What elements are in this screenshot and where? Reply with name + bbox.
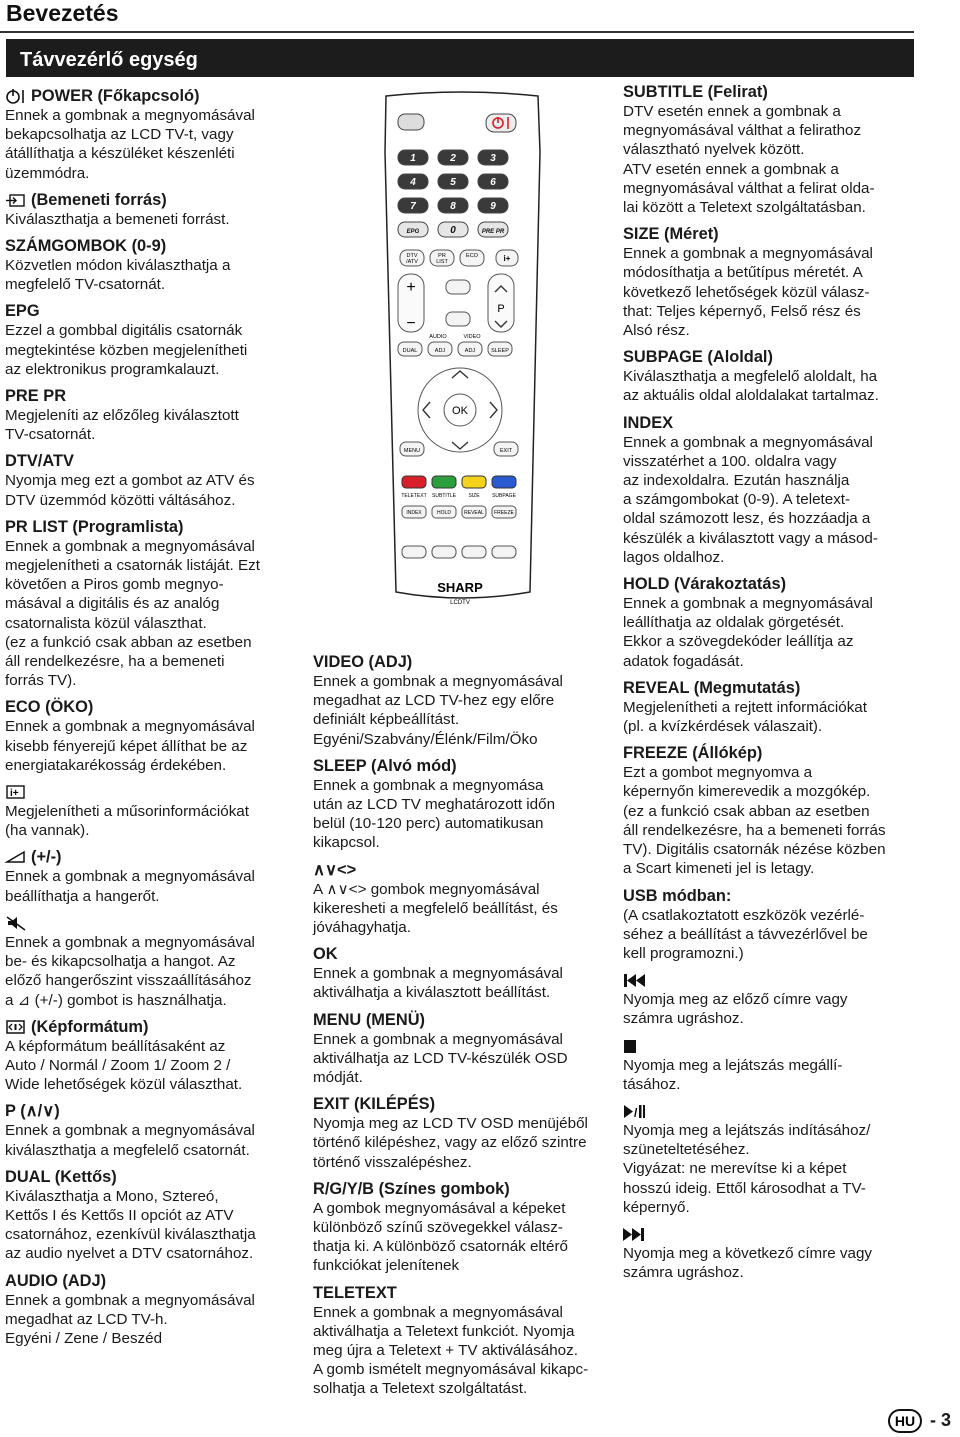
section-volume [5, 847, 305, 905]
section-numbers [5, 236, 305, 294]
section-epg [5, 301, 305, 379]
color-button [402, 476, 426, 488]
section-line: aktiválhatja az LCD TV-készülék OSD [313, 1049, 568, 1067]
section-line: DTV esetén ennek a gombnak a [623, 103, 841, 120]
remote-number-label: 1 [410, 153, 416, 164]
section-line: Kettős I és Kettős II opciót az ATV [5, 1206, 234, 1224]
section-line: Ennek a gombnak a megnyomásával [623, 245, 873, 263]
section-title [5, 190, 305, 210]
section-input [5, 190, 305, 229]
section-line: az aktuális oldal aloldalakat tartalmaz. [623, 387, 879, 405]
section-title [313, 1179, 613, 1199]
section-play [623, 1101, 923, 1217]
section-line: készülék a kiválasztott vagy a másod- [623, 529, 878, 547]
section-line: Ennek a gombnak a megnyomásával [313, 1030, 563, 1048]
section-prlist [5, 517, 305, 691]
section-line: ATV esetén ennek a gombnak a [623, 160, 839, 178]
remote-function-label: ADJ [464, 348, 476, 354]
section-title-text: SZÁMGOMBOK (0-9) [5, 237, 167, 256]
remote-function-label: SLEEP [491, 348, 509, 354]
section-line: üzemmódra. [5, 164, 90, 182]
section-line: módosíthatja a betűtípus méretét. A [623, 264, 863, 282]
section-title-text: EXIT (KILÉPÉS) [313, 1095, 436, 1114]
menu-label: MENU [403, 448, 421, 454]
svg-text:HU: HU [894, 1413, 916, 1429]
remote-number-label: 8 [450, 201, 456, 212]
svg-text:/: / [634, 1105, 638, 1120]
section-line: Megjelenítheti a műsorinformációkat [5, 803, 249, 821]
section-stop [623, 1036, 923, 1094]
section-title [313, 756, 613, 776]
section-line: másával a digitális és az analóg [5, 595, 220, 613]
section-line: lagos oldalhoz. [623, 548, 725, 566]
section-info [5, 782, 305, 840]
section-line: Megjelenítheti a rejtett információkat [623, 698, 867, 716]
video-label: VIDEO [463, 334, 481, 340]
section-line: (A csatlakoztatott eszközök vezérlé- [623, 906, 865, 924]
section-line: áll rendelkezésre, ha a bemeneti forrás [623, 821, 886, 839]
title-rule [0, 31, 914, 33]
section-line: Közvetlen módon kiválaszthatja a [5, 257, 231, 275]
brand-logo: SHARP [437, 580, 483, 595]
section-line: Wide lehetőségek közül választhat. [5, 1076, 243, 1094]
section-line: csatornához, ezenkívül kiválaszthatja [5, 1226, 256, 1244]
teletext-label: REVEAL [464, 510, 484, 516]
section-title-text: FREEZE (Állókép) [623, 744, 763, 763]
section-line: TV). Digitális csatornák nézése közben [623, 841, 886, 859]
section-line: Ennek a gombnak a megnyomásával [313, 673, 563, 690]
section-line: számra ugráshoz. [623, 1264, 744, 1282]
section-line: adatok fogadását. [623, 652, 744, 670]
section-line: Egyéni/Szabvány/Élénk/Film/Öko [313, 730, 538, 748]
section-line: Ekkor a szövegdekóder leállítja az [623, 633, 854, 651]
section-title-text: R/G/Y/B (Színes gombok) [313, 1179, 510, 1198]
section-line: a számgombokat (0-9). A teletext- [623, 491, 851, 509]
section-line: thatja ki. A különböző csatornák eltérő [313, 1238, 568, 1256]
section-title-text: DUAL (Kettős) [5, 1167, 117, 1186]
page-title: Bevezetés [6, 0, 119, 26]
section-title [623, 224, 923, 244]
section-line: hosszú ideig. Ettől károsodhat a TV- [623, 1179, 866, 1197]
section-title [5, 847, 305, 867]
section-line: (ha vannak). [5, 822, 90, 840]
section-line: választható nyelvek között. [623, 141, 805, 159]
section-title [313, 860, 613, 880]
section-line: csatornalista közül választhat. [5, 614, 207, 632]
volume-minus: − [406, 315, 416, 332]
section-title-text: POWER (Főkapcsoló) [31, 87, 200, 105]
section-subtitle [623, 82, 923, 217]
section-title-text: REVEAL (Megmutatás) [623, 678, 801, 697]
section-title [313, 1094, 613, 1114]
section-line: (pl. a kvízkérdések válaszait). [623, 718, 823, 736]
section-aspect [5, 1017, 305, 1095]
audio-label: AUDIO [429, 334, 447, 340]
page-number: - 3 [930, 1410, 952, 1430]
section-line: megnyomásával válthat a felirathoz [623, 122, 862, 140]
section-line: Ennek a gombnak a megnyomásával [5, 718, 255, 736]
section-line: a Scart kimeneti jel is letagy. [623, 860, 815, 878]
section-title-text: MENU (MENÜ) [313, 1010, 425, 1029]
section-line: Ennek a gombnak a megnyomásával [313, 965, 563, 983]
section-line: képernyőn kimerevedik a mozgókép. [623, 783, 871, 801]
column-left [5, 86, 305, 1355]
section-line: solhatja a Teletext szolgáltatást. [313, 1380, 528, 1398]
teletext-label: FREEZE [494, 510, 514, 516]
section-title [623, 743, 923, 763]
section-teletext [313, 1283, 613, 1399]
section-line: (ez a funkció csak abban az esetben [5, 633, 252, 651]
section-line: Alsó rész. [623, 322, 690, 340]
section-line: meg újra a Teletext + TV aktiválásához. [313, 1342, 578, 1360]
section-line: Ennek a gombnak a megnyomásával [623, 595, 873, 613]
section-line: belül (10-120 perc) automatikusan [313, 815, 544, 833]
power-button [486, 114, 516, 132]
column-middle [313, 652, 613, 1406]
section-line: Ennek a gombnak a megnyomásával [5, 537, 255, 555]
section-banner: Távvezérlő egység [6, 39, 914, 77]
color-button [462, 476, 486, 488]
section-line: képernyő. [623, 1198, 690, 1216]
section-index [623, 413, 923, 567]
remote-small-label: DTV [406, 253, 418, 259]
section-audio [5, 1271, 305, 1349]
column-right [623, 82, 923, 1289]
section-line: Ennek a gombnak a megnyomásával [5, 868, 255, 886]
section-title-text: AUDIO (ADJ) [5, 1271, 107, 1290]
section-title-text: TELETEXT [313, 1283, 397, 1302]
section-title-text: P (∧/∨) [5, 1102, 60, 1121]
remote-number-label: 5 [450, 177, 456, 188]
section-line: Nyomja meg az előző címre vagy [623, 991, 848, 1009]
power-icon [5, 88, 27, 104]
section-title [623, 678, 923, 698]
section-line: előző hangerőszint visszaállításához [5, 972, 252, 990]
section-line: áll rendelkezésre, ha a bemeneti [5, 653, 225, 671]
section-line: a ⊿ (+/-) gombot is használhatja. [5, 991, 227, 1009]
section-p [5, 1101, 305, 1159]
section-line: megadhat az LCD TV-hez egy előre [313, 692, 555, 710]
section-title-text: DTV/ATV [5, 452, 74, 471]
section-title-text: PRE PR [5, 387, 67, 406]
ok-label: OK [452, 405, 468, 417]
section-title-text: SUBTITLE (Felirat) [623, 83, 768, 101]
remote-control-illustration [380, 92, 545, 606]
section-eco [5, 697, 305, 775]
section-line: aktiválhatja a Teletext funkciót. Nyomja [313, 1322, 575, 1340]
section-title-text: ECO (ÖKO) [5, 698, 94, 717]
info-button-label: i+ [503, 254, 511, 263]
section-title [313, 1283, 613, 1303]
input-button [398, 114, 424, 130]
exit-label: EXIT [499, 448, 513, 454]
section-title-text: EPG [5, 302, 40, 321]
section-line: megfelelő TV-csatornát. [5, 276, 166, 294]
language-badge [888, 1409, 922, 1433]
section-next [623, 1224, 923, 1282]
section-arrows [313, 860, 613, 938]
section-title-text: SIZE (Méret) [623, 225, 719, 244]
section-title-text: SLEEP (Alvó mód) [313, 756, 457, 775]
section-sleep [313, 756, 613, 853]
section-line: A gombok megnyomásával a képeket [313, 1199, 566, 1217]
section-title [623, 970, 923, 990]
section-title [5, 782, 305, 802]
section-line: Megjeleníti az előzőleg kiválasztott [5, 407, 239, 425]
section-line: lai között a Teletext szolgáltatásban. [623, 199, 866, 217]
section-title-text: ∧∨<> [313, 860, 357, 879]
media-button [402, 546, 426, 558]
section-title [623, 413, 923, 433]
section-line: megnyomásával válthat a felirat olda- [623, 179, 875, 197]
section-line: követően a Piros gomb megnyo- [5, 576, 224, 594]
section-line: különböző színű szövegekkel válasz- [313, 1219, 563, 1237]
section-line: kisebb fényerejű képet állíthat be az [5, 737, 248, 755]
section-title [5, 1167, 305, 1187]
section-title [5, 1271, 305, 1291]
section-prev [623, 970, 923, 1028]
stop-icon [623, 1038, 645, 1054]
section-line: Vigyázat: ne merevítse ki a képet [623, 1160, 847, 1178]
section-line: következő lehetőségek közül válasz- [623, 283, 870, 301]
remote-number-label: PRE PR [481, 229, 505, 235]
teletext-label: HOLD [437, 510, 451, 516]
remote-small-label: PR [438, 253, 446, 259]
section-line: Ennek a gombnak a megnyomásával [5, 107, 255, 124]
section-line: Ennek a gombnak a megnyomásával [5, 933, 255, 951]
svg-text:i+: i+ [10, 788, 19, 800]
section-rgyb [313, 1179, 613, 1276]
color-button [432, 476, 456, 488]
previous-icon [623, 972, 645, 988]
section-line: megtekintése közben megjelenítheti [5, 341, 248, 359]
section-title [5, 386, 305, 406]
section-line: kell programozni.) [623, 944, 744, 962]
section-hold [623, 574, 923, 671]
section-title-text: PR LIST (Programlista) [5, 517, 184, 536]
remote-function-label: ADJ [434, 348, 446, 354]
section-line: A gomb ismételt megnyomásával kikapc- [313, 1361, 589, 1379]
section-line: DTV üzemmód közötti váltásához. [5, 491, 236, 509]
section-title [623, 1224, 923, 1244]
section-line: leállíthatja az oldalak görgetését. [623, 614, 845, 632]
media-button [492, 546, 516, 558]
teletext-label: SUBTITLE [432, 493, 456, 499]
section-line: bekapcsolhatja az LCD TV-t, vagy [5, 126, 234, 144]
section-line: kikeresheti a megfelelő beállítást, és [313, 899, 558, 917]
section-line: az audio nyelvet a DTV csatornához. [5, 1245, 254, 1263]
section-line: energiatakarékosság érdekében. [5, 756, 227, 774]
section-line: (ez a funkció csak abban az esetben [623, 802, 870, 820]
section-line: megjelenítheti a csatornák listáját. Ezt [5, 557, 260, 575]
section-line: történő visszalépéshez. [313, 1153, 472, 1171]
remote-function-label: DUAL [402, 348, 418, 354]
section-title [623, 82, 923, 102]
remote-number-label: EPG [406, 229, 420, 235]
remote-small-label: LIST [436, 259, 448, 265]
next-icon [623, 1226, 645, 1242]
section-menu [313, 1010, 613, 1088]
section-line: A ∧∨<> gombok megnyomásával [313, 880, 540, 898]
section-title-text: (+/-) [31, 848, 62, 867]
section-line: Nyomja meg a lejátszás megállí- [623, 1056, 843, 1074]
section-line: definiált képbeállítást. [313, 711, 460, 729]
section-line: Nyomja meg a lejátszás indításához/ [623, 1121, 871, 1139]
section-title [5, 86, 305, 106]
section-line: történő kilépéshez, vagy az előző szintre [313, 1134, 587, 1152]
remote-number-label: 4 [410, 177, 416, 188]
section-line: Nyomja meg a következő címre vagy [623, 1244, 872, 1262]
teletext-label: SUBPAGE [492, 493, 516, 499]
remote-number-label: 7 [410, 201, 416, 212]
section-title [313, 1010, 613, 1030]
section-reveal [623, 678, 923, 736]
section-title [623, 1036, 923, 1056]
section-dual [5, 1167, 305, 1264]
section-title-text: SUBPAGE (Aloldal) [623, 348, 773, 367]
teletext-label: SIZE [468, 493, 480, 499]
section-line: kiválaszthatja a megfelelő csatornát. [5, 1141, 250, 1159]
remote-small-label: /ATV [406, 259, 418, 265]
section-line: Nyomja meg ezt a gombot az ATV és [5, 472, 255, 490]
play-pause-icon [623, 1103, 645, 1119]
section-title-text: (Bemeneti forrás) [31, 190, 167, 209]
media-button [462, 546, 486, 558]
section-line: Ennek a gombnak a megnyomásával [5, 1291, 255, 1309]
section-line: Ezzel a gombbal digitális csatornák [5, 322, 243, 340]
section-prepr [5, 386, 305, 444]
volume-icon [5, 849, 27, 865]
section-line: Ennek a gombnak a megnyomásával [623, 433, 873, 451]
section-title [5, 517, 305, 537]
color-button [492, 476, 516, 488]
section-line: Ennek a gombnak a megnyomásával [313, 1303, 563, 1321]
section-line: Kiválaszthatja a megfelelő aloldalt, ha [623, 368, 878, 386]
section-line: beállíthatja a hangerőt. [5, 887, 160, 905]
section-line: kikapcsol. [313, 834, 380, 852]
section-line: that: Teljes képernyő, Felső rész és [623, 302, 861, 320]
section-mute [5, 913, 305, 1010]
section-line: Auto / Normál / Zoom 1/ Zoom 2 / [5, 1056, 231, 1074]
teletext-label: INDEX [406, 510, 422, 516]
section-line: Kiválaszthatja a bemeneti forrást. [5, 210, 230, 228]
section-line: A képformátum beállításaként az [5, 1037, 226, 1055]
section-title [5, 1101, 305, 1121]
aspect-icon [5, 1019, 27, 1035]
section-title [5, 301, 305, 321]
section-title [5, 1017, 305, 1037]
media-button [432, 546, 456, 558]
program-label: P [497, 303, 505, 315]
section-line: megadhat az LCD TV-h. [5, 1310, 168, 1328]
section-title [623, 886, 923, 906]
section-title [5, 451, 305, 471]
section-line: Ennek a gombnak a megnyomása [313, 776, 544, 794]
section-power [5, 86, 305, 183]
info-icon [5, 784, 27, 800]
section-line: forrás TV). [5, 672, 77, 690]
section-exit [313, 1094, 613, 1172]
section-line: módját. [313, 1069, 363, 1087]
section-usb [623, 886, 923, 964]
section-line: visszatérhet a 100. oldalra vagy [623, 452, 837, 470]
section-line: séhez a beállítást a távvezérlővel be [623, 925, 868, 943]
section-title [623, 1101, 923, 1121]
section-title [5, 236, 305, 256]
section-line: az elektronikus programkalauzt. [5, 360, 220, 378]
section-title [313, 652, 613, 672]
section-line: számra ugráshoz. [623, 1010, 744, 1028]
section-ok [313, 944, 613, 1002]
section-title-text: OK [313, 945, 338, 964]
section-line: oldal számozott lesz, és hozzáadja a [623, 510, 871, 528]
section-line: Ennek a gombnak a megnyomásával [5, 1122, 255, 1140]
section-title [313, 944, 613, 964]
section-title-text: VIDEO (ADJ) [313, 653, 413, 671]
model-line-1: LCDTV [450, 600, 470, 606]
teletext-label: TELETEXT [401, 493, 427, 499]
section-dtvatv [5, 451, 305, 509]
remote-small-label: ECO [466, 253, 478, 259]
remote-number-label: 2 [450, 153, 456, 164]
section-line: be- és kikapcsolhatja a hangot. Az [5, 953, 236, 971]
section-subpage [623, 347, 923, 405]
section-video [313, 652, 613, 749]
remote-number-label: 9 [490, 201, 496, 212]
section-size [623, 224, 923, 340]
remote-number-label: 6 [490, 177, 496, 188]
section-line: funkciókat jelenítenek [313, 1257, 460, 1275]
section-line: szüneteltetéséhez. [623, 1141, 750, 1159]
section-line: átállíthatja a készüléket készenléti [5, 145, 235, 163]
section-title-text: (Képformátum) [31, 1017, 149, 1036]
input-source-icon [5, 192, 27, 208]
section-line: után az LCD TV meghatározott időn [313, 796, 556, 814]
section-line: Egyéni / Zene / Beszéd [5, 1329, 163, 1347]
mute-button [446, 280, 470, 294]
section-title-text: HOLD (Várakoztatás) [623, 575, 787, 594]
section-line: Kiválaszthatja a Mono, Sztereó, [5, 1187, 219, 1205]
section-line: TV-csatornát. [5, 426, 96, 444]
section-title [623, 574, 923, 594]
section-line: aktiválhatja a kiválasztott beállítást. [313, 984, 551, 1002]
section-title [623, 347, 923, 367]
remote-number-label: 3 [490, 153, 496, 164]
remote-number-label: 0 [450, 225, 456, 236]
section-title-text: USB módban: [623, 886, 732, 905]
section-line: tásához. [623, 1075, 681, 1093]
section-title [5, 697, 305, 717]
section-line: Ezt a gombot megnyomva a [623, 764, 813, 782]
section-freeze [623, 743, 923, 878]
mute-icon [5, 915, 27, 931]
section-line: az indexoldalra. Ezután használja [623, 472, 850, 490]
section-title-text: INDEX [623, 413, 674, 432]
volume-plus: + [406, 279, 416, 296]
section-line: jóváhagyhatja. [313, 919, 411, 937]
aspect-button [446, 312, 470, 326]
section-line: Nyomja meg az LCD TV OSD menüjéből [313, 1115, 588, 1133]
section-title [5, 913, 305, 933]
